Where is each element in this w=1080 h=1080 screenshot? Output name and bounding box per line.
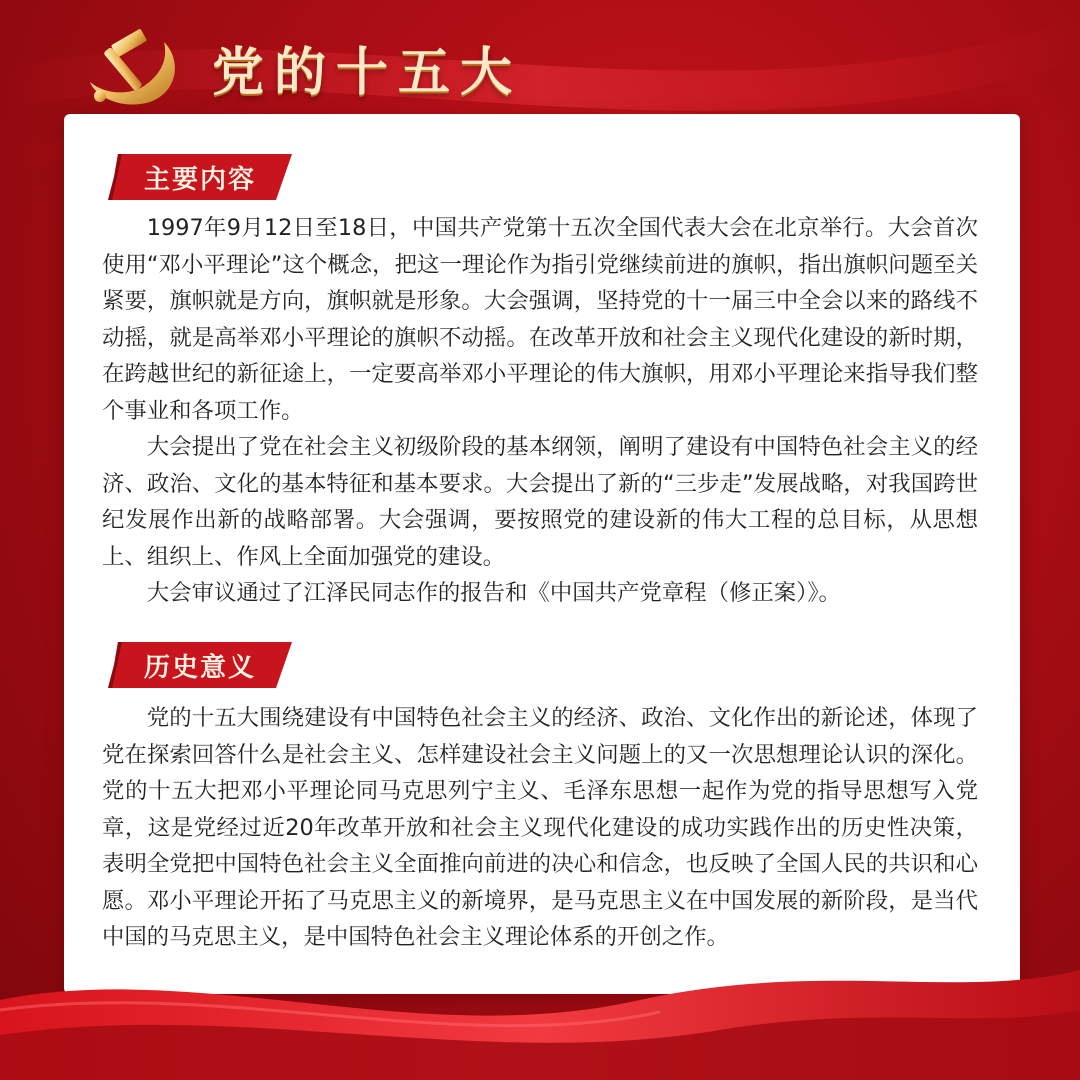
paragraph: 大会审议通过了江泽民同志作的报告和《中国共产党章程（修正案）》。 <box>146 580 841 606</box>
paragraph: 1997年9月12日至18日，中国共产党第十五次全国代表大会在北京举行。大会首次使用“邓小平理论”这个概念，把这一理论作为指引党继续前进的旗帜，指出旗帜问题至关紧要，旗帜就是方向，旗帜就是形象。大会强调，坚持党的十一届三中全会以来的路线不动摇，就是高举邓小平理论的旗帜不动摇。在改革开放和社会主义现代化建设的新时期，在跨越世纪的新征途上，一定要高举邓小平理论的伟大旗帜，用邓小平理论来指导我们整个事业和各项工作。 <box>102 215 978 424</box>
page-header <box>78 22 522 112</box>
section-heading-text: 历史意义 <box>143 652 256 683</box>
section-body-historical-significance <box>102 700 978 956</box>
section-heading-historical-significance <box>108 642 292 688</box>
section-body-main-content <box>102 210 978 612</box>
page-title: 党的十五大 <box>212 42 523 103</box>
section-heading-main-content <box>108 154 292 200</box>
paragraph: 大会提出了党在社会主义初级阶段的基本纲领，阐明了建设有中国特色社会主义的经济、政治、文化的基本特征和基本要求。大会提出了新的“三步走”发展战略，对我国跨世纪发展作出新的战略部署。大会强调，要按照党的建设新的伟大工程的总目标，从思想上、组织上、作风上全面加强党的建设。 <box>102 434 978 570</box>
hammer-sickle-icon <box>78 22 188 112</box>
section-heading-text: 主要内容 <box>143 164 256 195</box>
content-card <box>64 114 1020 994</box>
paragraph: 党的十五大围绕建设有中国特色社会主义的经济、政治、文化作出的新论述，体现了党在探索回答什么是社会主义、怎样建设社会主义问题上的又一次思想理论认识的深化。党的十五大把邓小平理论同马克思列宁主义、毛泽东思想一起作为党的指导思想写入党章，这是党经过近20年改革开放和社会主义现代化建设的成功实践作出的历史性决策，表明全党把中国特色社会主义全面推向前进的决心和信念，也反映了全国人民的共识和心愿。邓小平理论开拓了马克思主义的新境界，是马克思主义在中国发展的新阶段，是当代中国的马克思主义，是中国特色社会主义理论体系的开创之作。 <box>102 705 978 950</box>
